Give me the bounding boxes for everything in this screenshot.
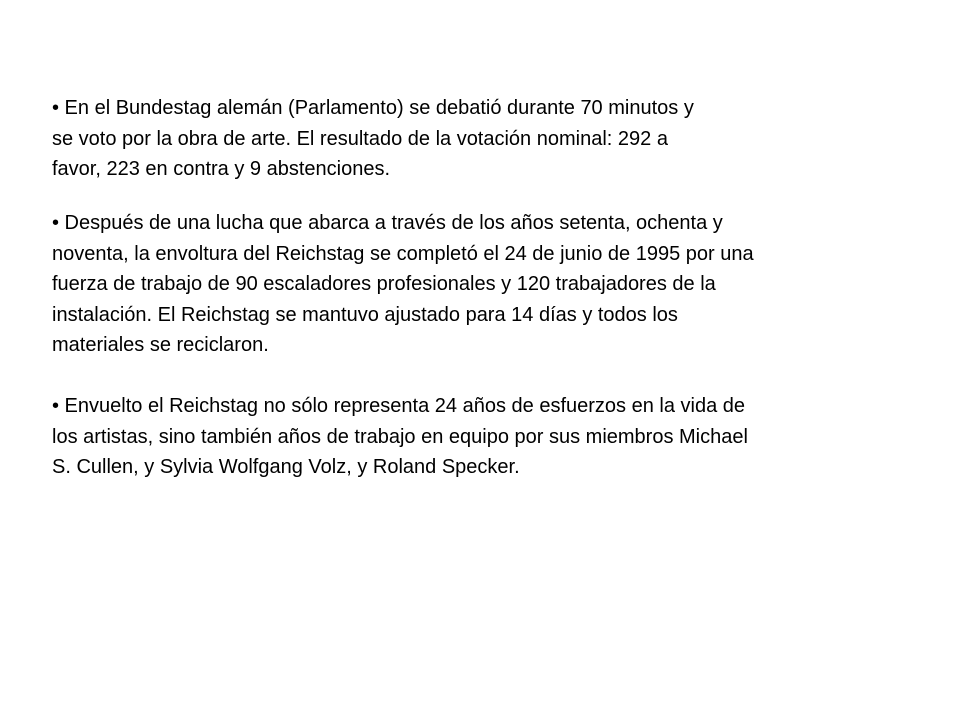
bullet-paragraph-bundestag-vote bbox=[52, 93, 694, 185]
text-line: materiales se reciclaron. bbox=[52, 334, 269, 356]
text-line: favor, 223 en contra y 9 abstenciones. bbox=[52, 158, 390, 180]
bullet-paragraph-team-effort bbox=[52, 391, 748, 483]
text-line: noventa, la envoltura del Reichstag se completó el 24 de junio de 1995 por una bbox=[52, 242, 754, 265]
text-line: S. Cullen, y Sylvia Wolfgang Volz, y Roland Specker. bbox=[52, 456, 520, 478]
text-line: los artistas, sino también años de trabajo en equipo por sus miembros Michael bbox=[52, 425, 748, 448]
bullet-paragraph-reichstag-wrapping bbox=[52, 208, 754, 361]
text-line: • En el Bundestag alemán (Parlamento) se debatió durante 70 minutos y bbox=[52, 97, 694, 119]
text-line: • Después de una lucha que abarca a través de los años setenta, ochenta y bbox=[52, 212, 723, 234]
text-line: fuerza de trabajo de 90 escaladores profesionales y 120 trabajadores de la bbox=[52, 273, 716, 295]
text-line: se voto por la obra de arte. El resultado de la votación nominal: 292 a bbox=[52, 127, 668, 150]
text-line: • Envuelto el Reichstag no sólo representa 24 años de esfuerzos en la vida de bbox=[52, 395, 745, 417]
text-line: instalación. El Reichstag se mantuvo ajustado para 14 días y todos los bbox=[52, 303, 678, 326]
